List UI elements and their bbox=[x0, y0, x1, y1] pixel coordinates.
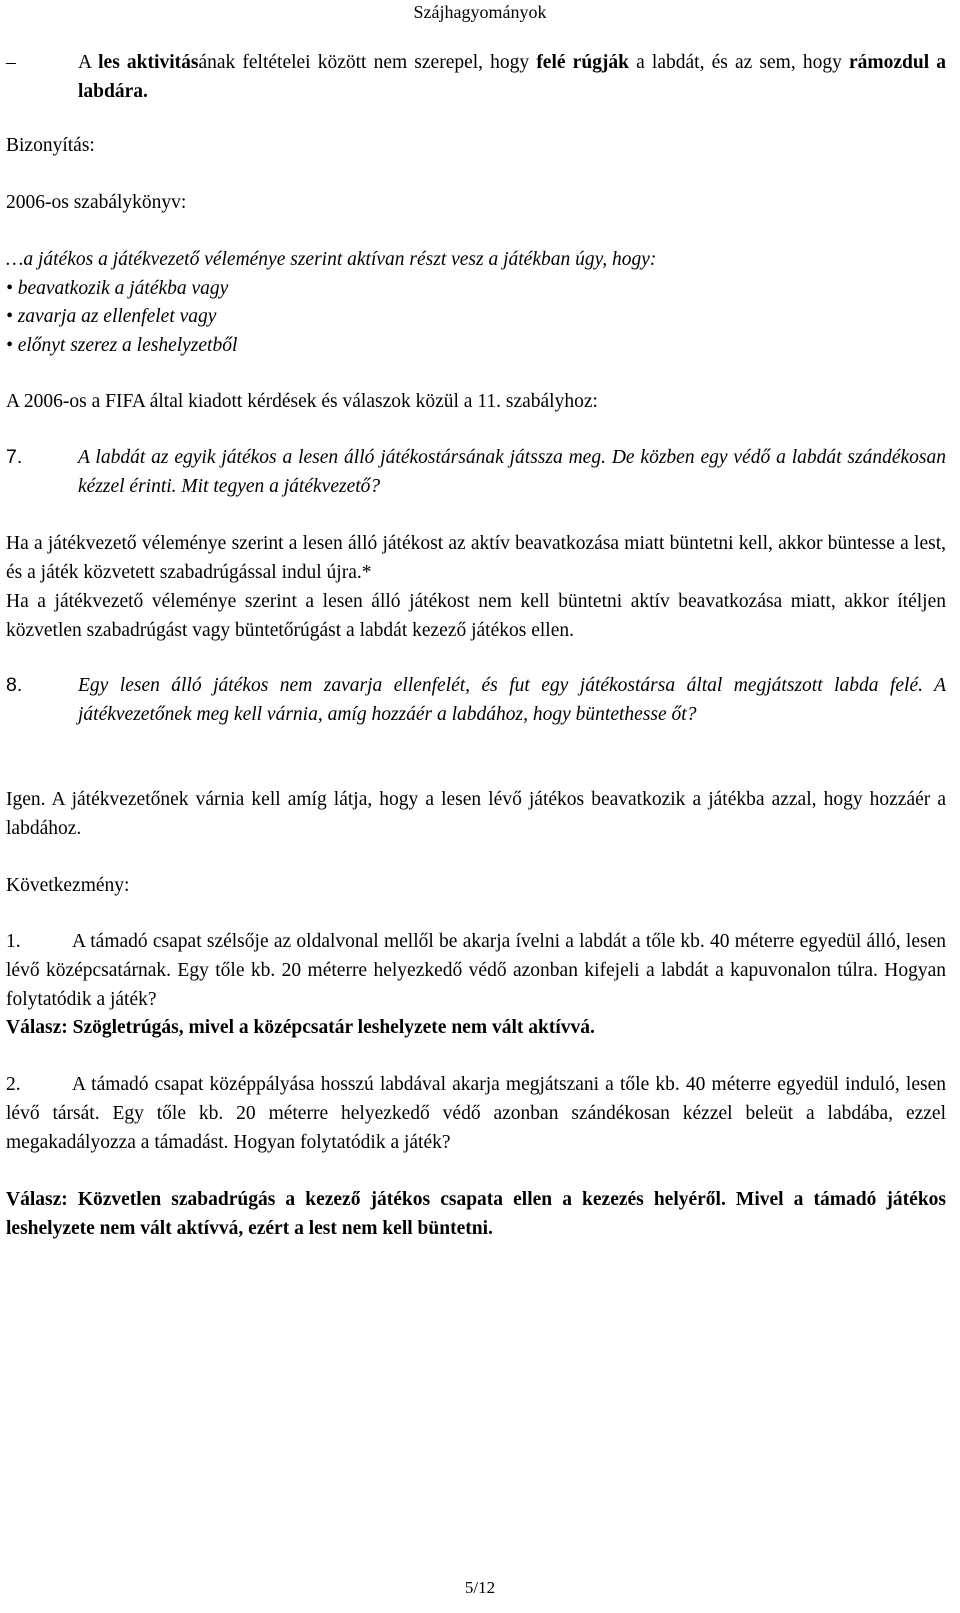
case-text: A támadó csapat középpályása hosszú labdával akarja megjátszani a tőle kb. 40 méterre egyedül induló, lesen lévő társát. Egy tőle kb. 20 méterre helyezkedő védő azonban szándékosan kézzel beleüt a labdába, ezzel megakadályozza a támadást. Hogyan folytatódik a játék? bbox=[6, 1074, 946, 1153]
case-number: 2. bbox=[6, 1074, 21, 1095]
fifa-intro: A 2006-os a FIFA által kiadott kérdések és válaszok közül a 11. szabályhoz: bbox=[6, 391, 598, 412]
page-number: 5/12 bbox=[464, 1578, 496, 1597]
question-text: A labdát az egyik játékos a lesen álló játékostársának játssza meg. De közben egy védő a labdát szándékosan kézzel érinti. Mit tegyen a játékvezető? bbox=[78, 447, 946, 497]
question-number: 7. bbox=[6, 446, 23, 468]
case-2-answer bbox=[6, 1185, 946, 1243]
consequence-label: Következmény: bbox=[6, 875, 130, 896]
question-8 bbox=[6, 671, 946, 758]
intro-part-bold: felé rúgják bbox=[536, 52, 630, 73]
intro-part: A bbox=[78, 52, 99, 73]
rule-line: …a játékos a játékvezető véleménye szerint aktívan részt vesz a játékban úgy, hogy: bbox=[6, 249, 657, 270]
question-7 bbox=[6, 443, 946, 501]
case-1 bbox=[6, 927, 946, 1014]
intro-part: a labdát, és az sem, hogy bbox=[629, 52, 849, 73]
rule-line: • előnyt szerez a leshelyzetből bbox=[6, 335, 238, 356]
case-2 bbox=[6, 1070, 946, 1157]
case-1-answer bbox=[6, 1013, 946, 1042]
intro-part: ának feltételei között nem szerepel, hogy bbox=[198, 52, 537, 73]
case-text: A támadó csapat szélsője az oldalvonal mellől be akarja ívelni a labdát a tőle kb. 40 méterre egyedül álló, lesen lévő középcsatárnak. Egy tőle kb. 20 méterre helyezkedő védő azonban kifejeli a labdát a kapuvonalon túlra. Hogyan folytatódik a játék? bbox=[6, 931, 946, 1010]
answer-7-paragraph-2: Ha a játékvezető véleménye szerint a lesen álló játékost nem kell büntetni aktív beavatkozása miatt, akkor ítéljen közvetlen szabadrúgást vagy büntetőrúgást a labdát kezező játékos ellen. bbox=[6, 591, 946, 641]
rule-line: • beavatkozik a játékba vagy bbox=[6, 278, 229, 299]
question-number: 8. bbox=[6, 674, 23, 696]
running-header: Szájhagyományok bbox=[413, 2, 547, 22]
case-number: 1. bbox=[6, 931, 21, 952]
intro-part-bold: les aktivitás bbox=[98, 52, 199, 73]
answer-7-paragraph-1: Ha a játékvezető véleménye szerint a lesen álló játékost az aktív beavatkozása miatt büntetni kell, akkor büntesse a lest, és a játék közvetett szabadrúgással indul újra.* bbox=[6, 533, 946, 583]
rule-line: • zavarja az ellenfelet vagy bbox=[6, 306, 217, 327]
intro-part-bold: rámozdul a labdára. bbox=[78, 52, 946, 102]
intro-text bbox=[78, 48, 946, 106]
case-answer: Válasz: Szögletrúgás, mivel a középcsatár leshelyzete nem vált aktívvá. bbox=[6, 1017, 595, 1038]
rulebook-label: 2006-os szabálykönyv: bbox=[6, 192, 187, 213]
answer-8: Igen. A játékvezetőnek várnia kell amíg látja, hogy a lesen lévő játékos beavatkozik a játékba azzal, hogy hozzáér a labdához. bbox=[6, 789, 946, 839]
proof-label: Bizonyítás: bbox=[6, 135, 95, 156]
case-answer: Válasz: Közvetlen szabadrúgás a kezező játékos csapata ellen a kezezés helyéről. Mivel a támadó játékos leshelyzete nem vált aktívvá, ezért a lest nem kell büntetni. bbox=[6, 1189, 946, 1239]
dash-marker: – bbox=[6, 52, 16, 73]
question-text: Egy lesen álló játékos nem zavarja ellenfelét, és fut egy játékostársa által megjátszott labda felé. A játékvezetőnek meg kell várnia, amíg hozzáér a labdához, hogy büntethesse őt? bbox=[78, 675, 946, 725]
